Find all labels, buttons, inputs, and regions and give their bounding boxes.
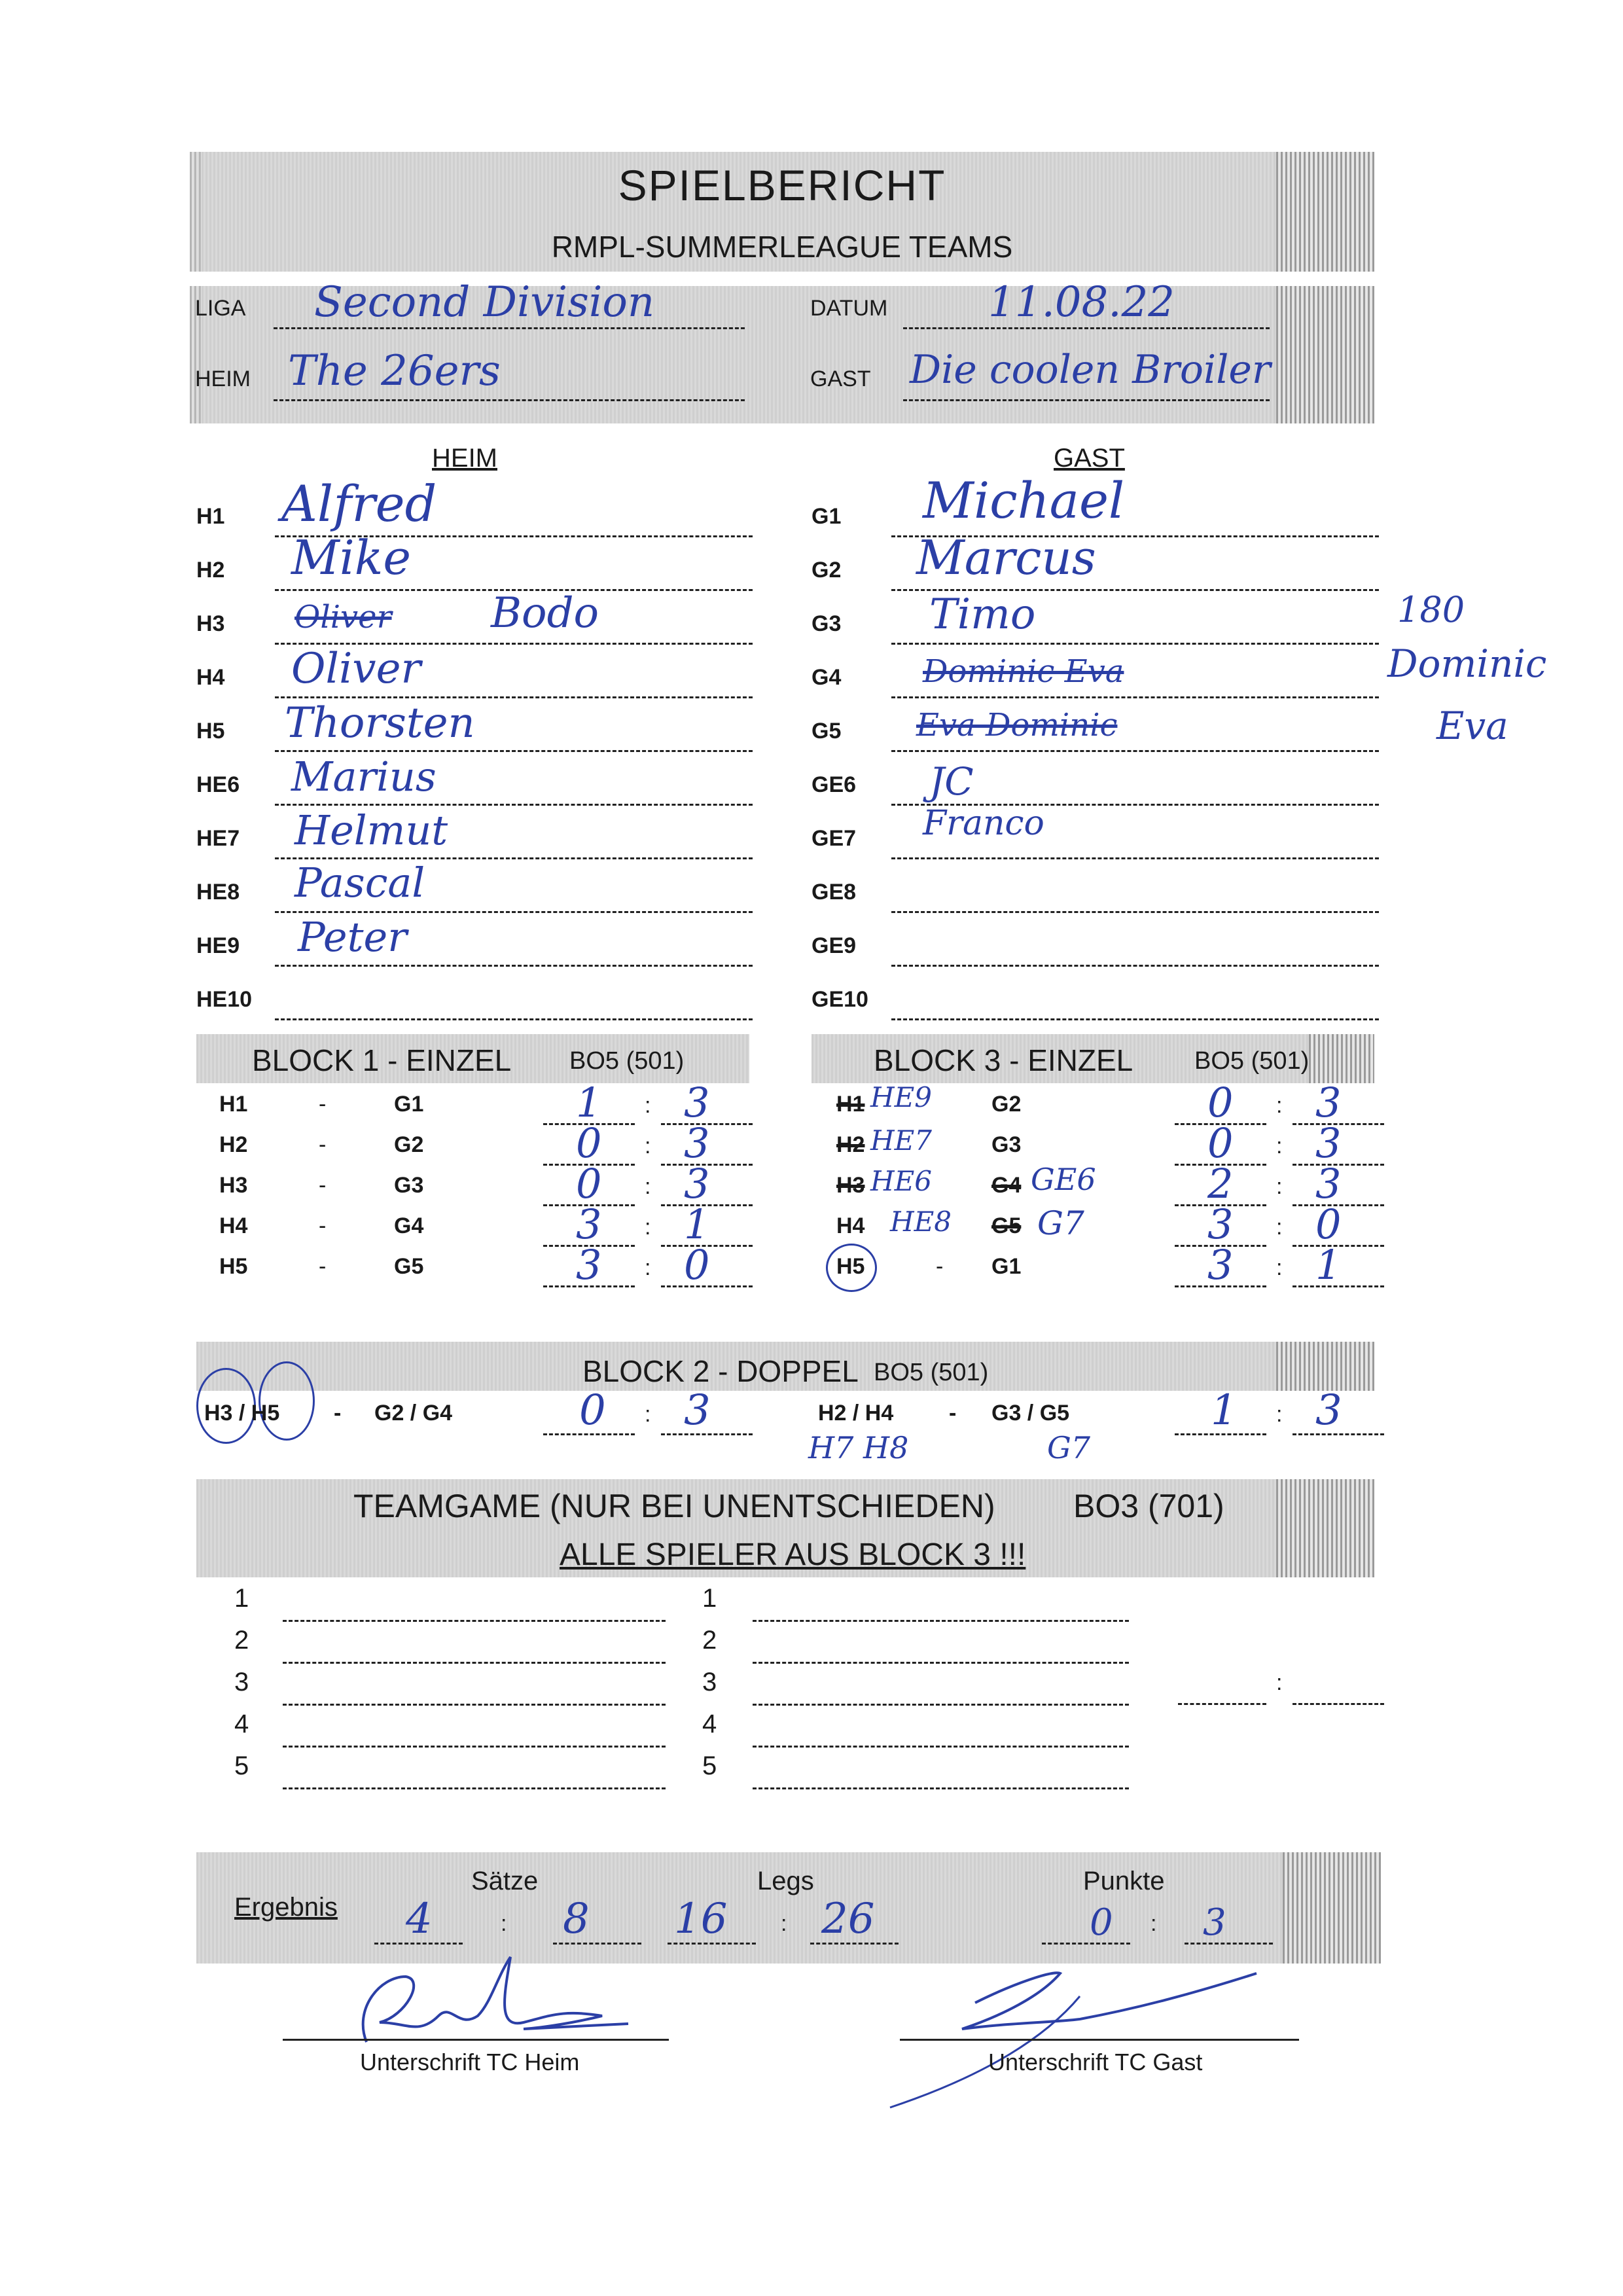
b3-home: H1 [836,1092,865,1117]
b3-guest: G5 [991,1213,1022,1238]
heim-player-line [275,1018,753,1020]
b1-guest: G3 [394,1173,424,1198]
b3-home: H2 [836,1132,865,1157]
punkte-home: 0 [1090,1901,1113,1944]
teamgame-title: TEAMGAME (NUR BEI UNENTSCHIEDEN) [353,1488,995,1524]
heim-player-label: H5 [196,719,225,744]
liga-label: LIGA [195,296,246,321]
heim-player-name: Thorsten [285,699,475,747]
legs-label: Legs [757,1867,814,1895]
gast-player-name: Marcus [916,530,1096,585]
gast-signature-line [900,2039,1299,2041]
punkte-line [1185,1943,1273,1945]
teamgame-home-number: 2 [234,1626,249,1655]
b1-score-home: 0 [576,1119,602,1167]
block3-stripes [1309,1034,1374,1083]
teamgame-guest-line [753,1620,1129,1622]
b1-score-guest: 0 [684,1241,710,1289]
gast-signature [883,1957,1289,2114]
b1-colon: : [645,1093,651,1118]
teamgame-guest-number: 1 [702,1584,717,1613]
heim-player-name: Peter [298,913,407,961]
heim-player-name: Pascal [294,859,425,906]
b1-home: H5 [219,1254,248,1279]
b1-home: H2 [219,1132,248,1157]
heim-signature-line [283,2039,669,2041]
ergebnis-stripes [1283,1852,1381,1964]
b1-colon: : [645,1174,651,1199]
b1-guest: G4 [394,1213,424,1238]
ergebnis-label: Ergebnis [234,1893,338,1922]
punkte-label: Punkte [1083,1867,1165,1895]
b3-score-guest: 3 [1315,1160,1342,1208]
legs-guest: 26 [821,1895,875,1943]
punkte-colon: : [1150,1911,1157,1936]
heim-signature-label: Unterschrift TC Heim [360,2049,580,2075]
gast-player-label: G3 [812,611,842,636]
gast-player-line [891,965,1379,967]
block1-format: BO5 (501) [569,1047,685,1075]
heim-player-label: H1 [196,504,225,529]
b3-colon: : [1276,1134,1283,1158]
heim-player-line [275,804,753,806]
b1-score-guest: 3 [684,1119,710,1167]
gast-player-label: G2 [812,558,842,583]
b3-score-home: 3 [1207,1200,1234,1248]
saetze-label: Sätze [471,1867,539,1895]
heim-player-line [275,696,753,698]
legs-home: 16 [674,1895,728,1943]
b1-sep: - [319,1173,327,1198]
gast-signature-label: Unterschrift TC Gast [988,2049,1203,2075]
b3-home: H3 [836,1173,865,1198]
heim-player-name: Bodo [491,589,599,637]
b3-colon: : [1276,1174,1283,1199]
heim-column-title: HEIM [432,444,497,473]
gast-player-name: Franco [923,804,1044,843]
b1-colon: : [645,1215,651,1240]
datum-line [903,327,1270,329]
teamgame-home-line [283,1620,666,1622]
heim-player-line [275,965,753,967]
b3-guest-sub: GE6 [1031,1162,1096,1197]
teamgame-home-number: 4 [234,1710,249,1738]
b3-home: H4 [836,1213,865,1238]
b1-home: H4 [219,1213,248,1238]
b3-score-home: 2 [1207,1160,1234,1208]
b2-guest: G2 / G4 [374,1401,453,1426]
b3-guest: G2 [991,1092,1022,1117]
gast-player-struck-name: Eva Dominic [916,707,1118,744]
b3-home-sub: HE9 [870,1081,933,1113]
gast-player-label: G1 [812,504,842,529]
b3-colon: : [1276,1093,1283,1118]
heim-player-label: HE6 [196,772,240,797]
saetze-home: 4 [406,1895,433,1943]
b1-sep: - [319,1213,327,1238]
page-subtitle: RMPL-SUMMERLEAGUE TEAMS [551,230,1013,264]
gast-player-line [891,1018,1379,1020]
heim-value: The 26ers [288,347,501,395]
b1-home: H1 [219,1092,248,1117]
b2-score-home: 1 [1211,1386,1238,1435]
b3-score-guest: 3 [1315,1119,1342,1167]
teamgame-home-line [283,1746,666,1748]
b1-score-home: 3 [576,1200,602,1248]
gast-line [903,399,1270,401]
punkte-line [1042,1943,1130,1945]
b1-guest: G2 [394,1132,424,1157]
teamgame-guest-line [753,1787,1129,1789]
heim-player-label: HE9 [196,933,240,958]
b1-guest: G1 [394,1092,424,1117]
b3-guest-sub: G7 [1037,1204,1084,1242]
heim-player-line [275,750,753,752]
teamgame-guest-number: 5 [702,1751,717,1780]
b1-score-home: 1 [576,1079,602,1126]
b2-score-home: 0 [579,1386,606,1435]
heim-player-label: H3 [196,611,225,636]
teamgame-home-line [283,1704,666,1706]
b2-colon: : [645,1402,651,1427]
b2-home-sub: H7 H8 [808,1430,909,1465]
teamgame-colon: : [1276,1670,1283,1695]
heim-player-name: Oliver [291,645,421,693]
heim-player-label: HE7 [196,826,240,851]
block2-stripes [1276,1342,1374,1391]
b3-home-sub: HE7 [870,1124,933,1157]
heim-player-label: H4 [196,665,225,690]
teamgame-home-number: 5 [234,1751,249,1780]
b1-sep: - [319,1092,327,1117]
gast-player-struck-name: Dominic Eva [923,653,1124,690]
b3-home: H5 [836,1254,865,1279]
legs-colon: : [781,1911,787,1936]
saetze-colon: : [501,1911,507,1936]
teamgame-guest-number: 2 [702,1626,717,1655]
note-180: 180 [1397,589,1465,630]
b2-home: H2 / H4 [818,1401,894,1426]
gast-player-line [891,750,1379,752]
liga-line [274,327,745,329]
b3-home-sub: HE8 [890,1206,952,1238]
block3-format: BO5 (501) [1194,1047,1310,1075]
b3-guest: G1 [991,1254,1022,1279]
heim-player-label: HE8 [196,880,240,905]
teamgame-note: ALLE SPIELER AUS BLOCK 3 !!! [560,1537,1026,1572]
gast-player-name: Timo [929,590,1036,639]
b1-score-home: 3 [576,1241,602,1289]
b1-score-guest: 3 [684,1079,710,1126]
saetze-guest: 8 [563,1895,590,1943]
datum-label: DATUM [810,296,888,321]
heim-player-name: Helmut [294,806,448,854]
gast-player-line [891,911,1379,913]
teamgame-guest-line [753,1704,1129,1706]
heim-player-struck-name: Oliver [294,599,392,636]
teamgame-home-line [283,1787,666,1789]
teamgame-stripes [1276,1479,1374,1577]
heim-label: HEIM [195,367,251,391]
gast-player-line [891,643,1379,645]
b2-sep: - [334,1401,342,1426]
gast-player-name: JC [929,759,974,804]
gast-value: Die coolen Broiler [910,347,1271,393]
b3-home-sub: HE6 [870,1165,933,1197]
b1-colon: : [645,1255,651,1280]
b3-score-home: 0 [1207,1119,1234,1167]
gast-player-line [891,696,1379,698]
liga-value: Second Division [314,278,655,327]
heim-player-name: Marius [291,753,437,800]
b2-colon: : [1276,1402,1283,1427]
heim-line [274,399,745,401]
gast-player-label: G4 [812,665,842,690]
b1-sep: - [319,1132,327,1157]
b1-colon: : [645,1134,651,1158]
gast-player-name: Dominic [1387,641,1547,686]
block2-format: BO5 (501) [874,1359,989,1386]
b2-home: H3 / H5 [204,1401,280,1426]
gast-player-label: G5 [812,719,842,744]
b3-colon: : [1276,1215,1283,1240]
b1-score-home: 0 [576,1160,602,1208]
b2-score-guest: 3 [684,1386,711,1435]
b1-sep: - [319,1254,327,1279]
b1-home: H3 [219,1173,248,1198]
heim-player-label: H2 [196,558,225,583]
b3-colon: : [1276,1255,1283,1280]
teamgame-guest-line [753,1746,1129,1748]
gast-column-title: GAST [1054,444,1125,473]
b3-score-home: 0 [1207,1079,1234,1126]
teamgame-home-line [283,1662,666,1664]
b3-score-guest: 0 [1315,1200,1342,1248]
gast-label: GAST [810,367,871,391]
block2-title: BLOCK 2 - DOPPEL [582,1354,859,1388]
teamgame-guest-line [753,1662,1129,1664]
gast-player-name: Eva [1436,704,1508,748]
gast-player-label: GE9 [812,933,857,958]
b3-score-home: 3 [1207,1241,1234,1289]
punkte-guest: 3 [1203,1901,1226,1944]
block1-title: BLOCK 1 - EINZEL [252,1043,512,1077]
gast-player-label: GE6 [812,772,857,797]
b1-score-guest: 1 [684,1200,710,1248]
b3-score-guest: 1 [1315,1241,1342,1289]
teamgame-home-number: 1 [234,1584,249,1613]
b3-guest: G4 [991,1173,1022,1198]
teamgame-score-line [1293,1703,1384,1705]
gast-player-label: GE7 [812,826,857,851]
gast-player-name: Michael [923,471,1125,529]
b2-guest-sub: G7 [1047,1430,1091,1465]
heim-player-label: HE10 [196,987,253,1012]
gast-player-label: GE10 [812,987,868,1012]
b1-guest: G5 [394,1254,424,1279]
b3-sep: - [936,1254,944,1279]
b2-guest: G3 / G5 [991,1401,1070,1426]
teamgame-guest-number: 3 [702,1668,717,1696]
b2-sep: - [949,1401,957,1426]
block3-title: BLOCK 3 - EINZEL [874,1043,1133,1077]
b2-score-guest: 3 [1315,1386,1342,1435]
heim-player-name: Alfred [281,475,437,533]
page-title: SPIELBERICHT [618,161,946,209]
teamgame-format: BO3 (701) [1073,1488,1224,1524]
datum-value: 11.08.22 [988,278,1175,327]
b1-score-guest: 3 [684,1160,710,1208]
b3-guest: G3 [991,1132,1022,1157]
heim-player-name: Mike [291,530,411,585]
gast-player-label: GE8 [812,880,857,905]
teamgame-guest-number: 4 [702,1710,717,1738]
teamgame-score-line [1178,1703,1266,1705]
teamgame-home-number: 3 [234,1668,249,1696]
gast-player-line [891,857,1379,859]
b3-score-guest: 3 [1315,1079,1342,1126]
